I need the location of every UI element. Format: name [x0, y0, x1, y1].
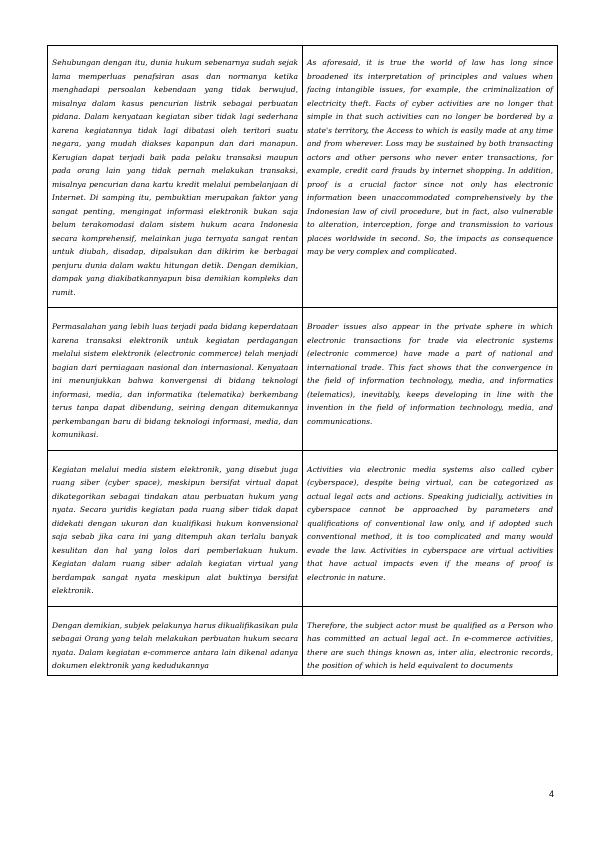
table-row: [48, 308, 558, 451]
english-paragraph: Broader issues also appear in the private sphere in which electronic transactions for trade via electronic systems (electronic commerce) have made a part of national and international trade. This fact shows that the convergence in the field of information technology, media, and informatics (telematics), inevitably, keeps developing in line with the invention in the field of information technology, media, and communications.: [303, 308, 558, 451]
english-paragraph: Therefore, the subject actor must be qualified as a Person who has committed an actual legal act. In e-commerce activities, there are such things known as, inter alia, electronic records, the position of which is held equivalent to documents: [303, 606, 558, 675]
table-row: [48, 450, 558, 606]
table-row: [48, 606, 558, 675]
english-paragraph: As aforesaid, it is true the world of law has long since broadened its interpretation of principles and values when facing intangible issues, for example, the criminalization of electricity theft. Facts of cyber activities are no longer that simple in that such activities can no longer be bordered by a state's territory, the Access to which is easily made at any time and from wherever. Loss may be sustained by both transacting actors and other persons who never enter transactions, for example, credit card frauds by internet shopping. In addition, proof is a crucial factor since not only has electronic information been unaccommodated comprehensively by the Indonesian law of civil procedure, but in fact, also vulnerable to alteration, interception, forge and transmission to various places worldwide in second. So, the impacts as consequence may be very complex and complicated.: [303, 46, 558, 308]
table-row: [48, 46, 558, 308]
english-paragraph: Activities via electronic media systems also called cyber (cyberspace), despite being virtual, can be categorized as actual legal acts and actions. Speaking judicially, activities in cyberspace cannot be approached by parameters and qualifications of conventional law only, and if adopted such conventional method, it is too complicated and many would evade the law. Activities in cyberspace are virtual activities that have actual impacts even if the means of proof is electronic in nature.: [303, 450, 558, 606]
indonesian-paragraph: Dengan demikian, subjek pelakunya harus dikualifikasikan pula sebagai Orang yang telah melakukan perbuatan hukum secara nyata. Dalam kegiatan e-commerce antara lain dikenal adanya dokumen elektronik yang kedudukannya: [48, 606, 303, 675]
bilingual-table: [47, 45, 558, 676]
indonesian-paragraph: Kegiatan melalui media sistem elektronik, yang disebut juga ruang siber (cyber space), meskipun bersifat virtual dapat dikategorikan sebagai tindakan atau perbuatan hukum yang nyata. Secara yuridis kegiatan pada ruang siber tidak dapat didekati dengan ukuran dan kualifikasi hukum konvensional saja sebab jika cara ini yang ditempuh akan terlalu banyak kesulitan dan hal yang lolos dari pemberlakuan hukum. Kegiatan dalam ruang siber adalah kegiatan virtual yang berdampak sangat nyata meskipun alat buktinya bersifat elektronik.: [48, 450, 303, 606]
page-number: 4: [549, 789, 555, 799]
indonesian-paragraph: Permasalahan yang lebih luas terjadi pada bidang keperdataan karena transaksi elektronik untuk kegiatan perdagangan melalui sistem elektronik (electronic commerce) telah menjadi bagian dari perniagaan nasional dan internasional. Kenyataan ini menunjukkan bahwa konvergensi di bidang teknologi informasi, media, dan informatika (telematika) berkembang terus tanpa dapat dibendung, seiring dengan ditemukannya perkembangan baru di bidang teknologi informasi, media, dan komunikasi.: [48, 308, 303, 451]
indonesian-paragraph: Sehubungan dengan itu, dunia hukum sebenarnya sudah sejak lama memperluas penafsiran asas dan normanya ketika menghadapi persoalan kebendaan yang tidak berwujud, misalnya dalam kasus pencurian listrik sebagai perbuatan pidana. Dalam kenyataan kegiatan siber tidak lagi sederhana karena kegiatannya tidak lagi dibatasi oleh teritori suatu negara, yang mudah diakses kapanpun dan dari manapun. Kerugian dapat terjadi baik pada pelaku transaksi maupun pada orang lain yang tidak pernah melakukan transaksi, misalnya pencurian dana kartu kredit melalui pembelanjaan di Internet. Di samping itu, pembuktian merupakan faktor yang sangat penting, mengingat informasi elektronik bukan saja belum terakomodasi dalam sistem hukum acara Indonesia secara komprehensif, melainkan juga ternyata sangat rentan untuk diubah, disadap, dipalsukan dan dikirim ke berbagai penjuru dunia dalam waktu hitungan detik. Dengan demikian, dampak yang diakibatkannyapun bisa demikian kompleks dan rumit.: [48, 46, 303, 308]
